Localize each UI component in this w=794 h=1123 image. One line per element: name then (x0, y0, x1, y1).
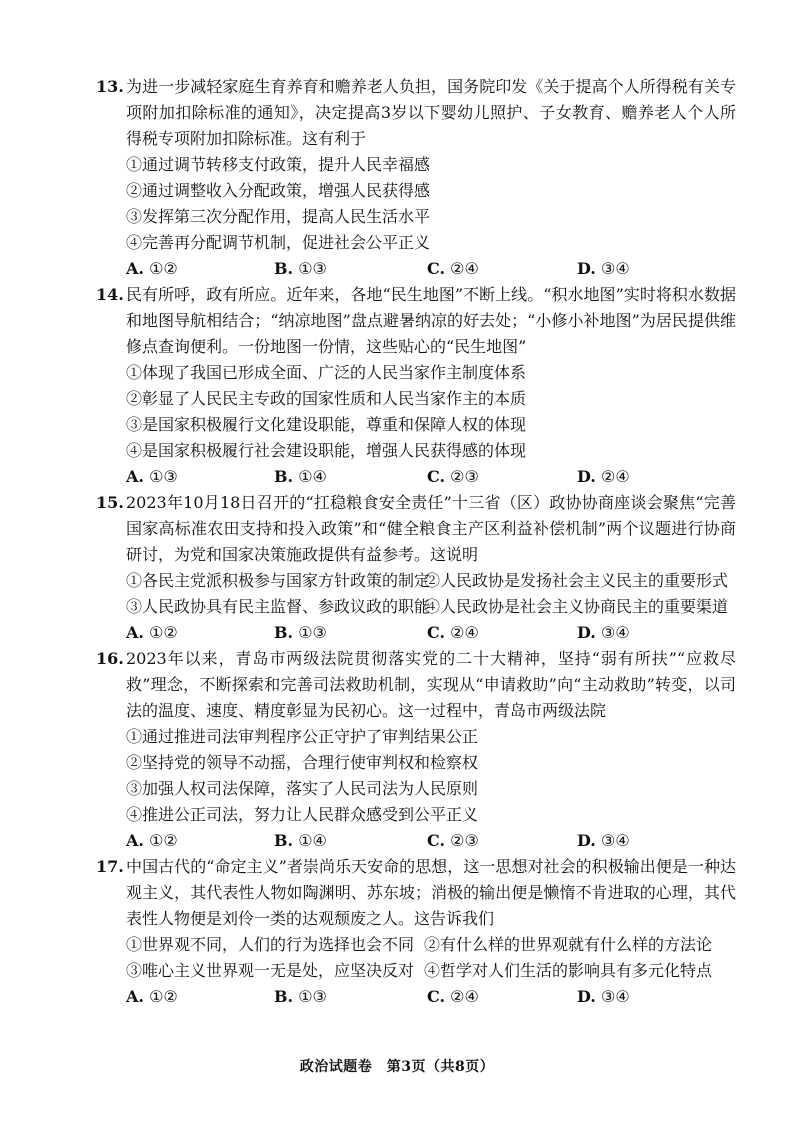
answer-b[interactable]: B. ①④ (274, 831, 327, 850)
option-3: ③人民政协具有民主监督、参政议政的职能 (126, 597, 431, 616)
answer-choices (96, 464, 736, 490)
option-3: ③发挥第三次分配作用，提高人民生活水平 (126, 207, 431, 226)
answer-c[interactable]: C. ②③ (427, 467, 479, 486)
answer-a[interactable]: A. ①③ (126, 467, 178, 486)
answer-choices (96, 984, 736, 1010)
option-3: ③唯心主义世界观一无是处，应坚决反对 (126, 961, 415, 980)
question-stem: 16. 2023年以来，青岛市两级法院贯彻落实党的二十大精神，坚持“弱有所扶”“应救尽救”理念，不断探索和完善司法救助机制，实现从“申请救助”向“主动救助”转变，以司法的温度、速度、精度彰显为民初心。这一过程中，青岛市两级法院 (96, 646, 736, 724)
answer-a[interactable]: A. ①② (126, 259, 178, 278)
option-1: ①世界观不同，人们的行为选择也会不同 (126, 935, 415, 954)
question-stem: 14. 民有所呼，政有所应。近年来，各地“民生地图”不断上线。“积水地图”实时将积水数据和地图导航相结合；“纳凉地图”盘点避暑纳凉的好去处；“小修小补地图”为居民提供维修点查询便利。一份地图一份情，这些贴心的“民生地图” (96, 282, 736, 360)
option-2: ②有什么样的世界观就有什么样的方法论 (424, 935, 713, 954)
question-number: 17. (96, 857, 124, 876)
question-14 (96, 282, 736, 490)
option-4: ④人民政协是社会主义协商民主的重要渠道 (424, 597, 729, 616)
option-1: ①通过调节转移支付政策，提升人民幸福感 (126, 155, 431, 174)
question-13 (96, 74, 736, 282)
question-number: 13. (96, 77, 124, 96)
question-number: 15. (96, 493, 124, 512)
option-row (96, 932, 736, 958)
answer-b[interactable]: B. ①④ (274, 467, 327, 486)
question-16 (96, 646, 736, 854)
answer-d[interactable]: D. ②④ (577, 467, 630, 486)
option-row (96, 568, 736, 594)
answer-c[interactable]: C. ②④ (427, 259, 479, 278)
answer-d[interactable]: D. ③④ (577, 987, 630, 1006)
answer-b[interactable]: B. ①③ (274, 987, 327, 1006)
question-stem: 13. 为进一步减轻家庭生育养育和赡养老人负担，国务院印发《关于提高个人所得税有关专项附加扣除标准的通知》，决定提高3岁以下婴幼儿照护、子女教育、赡养老人个人所得税专项附加扣除标准。这有利于 (96, 74, 736, 152)
option-4: ④是国家积极履行社会建设职能，增强人民获得感的体现 (126, 441, 527, 460)
option-1: ①各民主党派积极参与国家方针政策的制定 (126, 571, 431, 590)
option-2: ②彰显了人民民主专政的国家性质和人民当家作主的本质 (126, 389, 527, 408)
question-number: 16. (96, 649, 124, 668)
option-2: ②坚持党的领导不动摇，合理行使审判权和检察权 (126, 753, 479, 772)
option-1: ①体现了我国已形成全面、广泛的人民当家作主制度体系 (126, 363, 527, 382)
question-number: 14. (96, 285, 124, 304)
answer-a[interactable]: A. ①② (126, 623, 178, 642)
page-footer: 政治试题卷 第3页（共8页） (299, 1059, 495, 1075)
answer-b[interactable]: B. ①③ (274, 259, 327, 278)
answer-choices (96, 256, 736, 282)
question-stem: 17. 中国古代的“命定主义”者崇尚乐天安命的思想，这一思想对社会的积极输出便是一种达观主义，其代表性人物如陶渊明、苏东坡；消极的输出便是懒惰不肯进取的心理，其代表性人物便是刘伶一类的达观颓废之人。这告诉我们 (96, 854, 736, 932)
option-3: ③是国家积极履行文化建设职能，尊重和保障人权的体现 (126, 415, 527, 434)
answer-c[interactable]: C. ②③ (427, 831, 479, 850)
answer-b[interactable]: B. ①③ (274, 623, 327, 642)
answer-d[interactable]: D. ③④ (577, 259, 630, 278)
option-3: ③加强人权司法保障，落实了人民司法为人民原则 (126, 779, 479, 798)
option-2: ②人民政协是发扬社会主义民主的重要形式 (424, 571, 729, 590)
answer-d[interactable]: D. ③④ (577, 831, 630, 850)
option-2: ②通过调整收入分配政策，增强人民获得感 (126, 181, 431, 200)
option-4: ④完善再分配调节机制，促进社会公平正义 (126, 233, 431, 252)
answer-d[interactable]: D. ③④ (577, 623, 630, 642)
answer-a[interactable]: A. ①② (126, 987, 178, 1006)
question-15 (96, 490, 736, 646)
option-row (96, 594, 736, 620)
answer-choices (96, 828, 736, 854)
option-4: ④推进公正司法，努力让人民群众感受到公平正义 (126, 805, 479, 824)
question-17 (96, 854, 736, 1010)
option-4: ④哲学对人们生活的影响具有多元化特点 (424, 961, 713, 980)
option-row (96, 958, 736, 984)
answer-choices (96, 620, 736, 646)
question-stem: 15. 2023年10月18日召开的“扛稳粮食安全责任”十三省（区）政协协商座谈会聚焦“完善国家高标准农田支持和投入政策”和“健全粮食主产区利益补偿机制”两个议题进行协商研讨，为党和国家决策施政提供有益参考。这说明 (96, 490, 736, 568)
answer-a[interactable]: A. ①② (126, 831, 178, 850)
answer-c[interactable]: C. ②④ (427, 987, 479, 1006)
option-1: ①通过推进司法审判程序公正守护了审判结果公正 (126, 727, 479, 746)
answer-c[interactable]: C. ②④ (427, 623, 479, 642)
